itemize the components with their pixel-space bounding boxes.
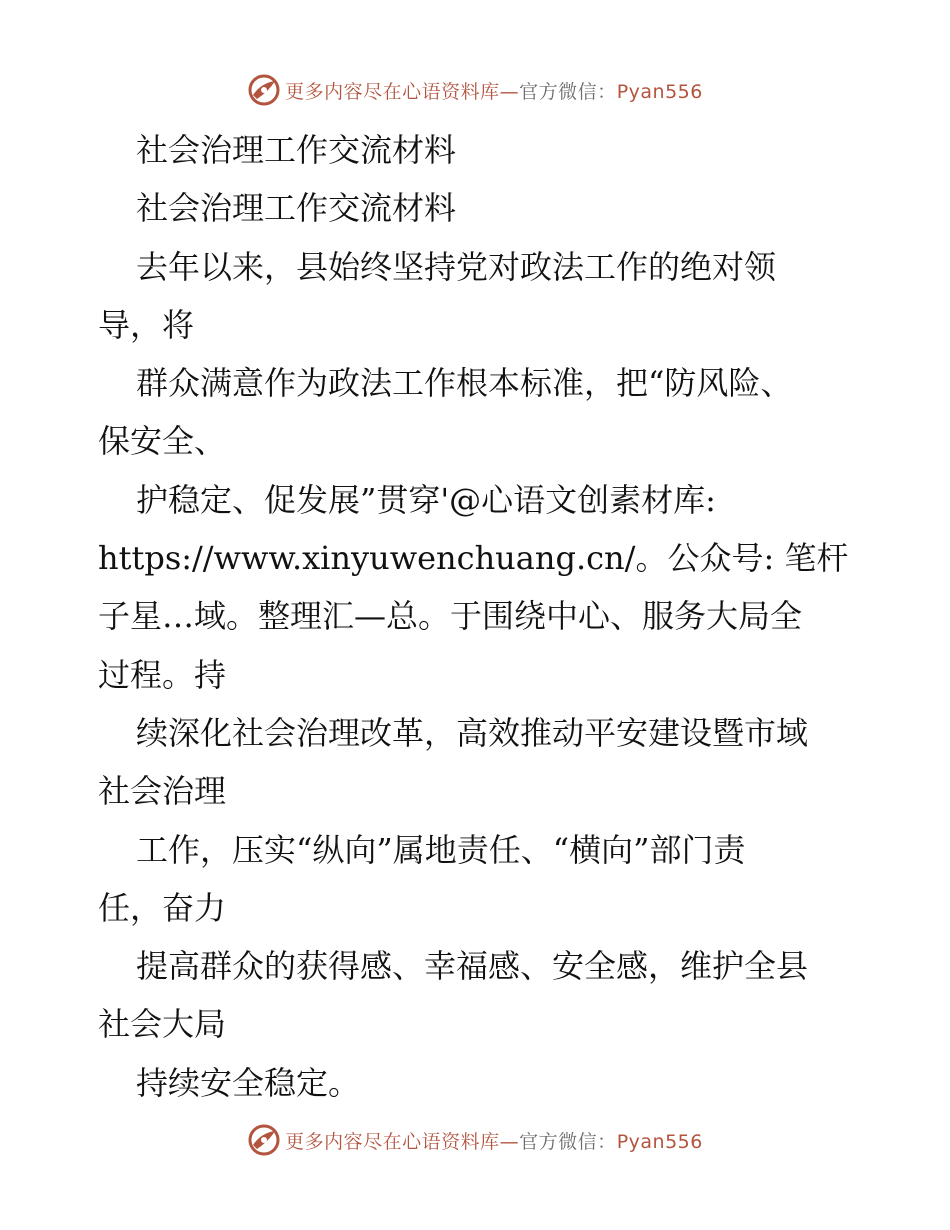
doc-line: 去年以来，县始终坚持党对政法工作的绝对领 (136, 247, 777, 286)
doc-line: 持续安全稳定。 (136, 1063, 361, 1102)
doc-line: 工作，压实“纵向”属地责任、“横向”部门责 (136, 830, 746, 869)
watermark-brand: 更多内容尽在心语资料库 (285, 80, 500, 103)
footer-watermark (0, 1118, 950, 1162)
watermark-brand: 更多内容尽在心语资料库 (285, 1130, 500, 1153)
doc-line: 群众满意作为政法工作根本标准，把“防风险、 (136, 364, 793, 403)
doc-line: 社会治理工作交流材料 (136, 131, 457, 169)
doc-line: 社会治理 (98, 772, 227, 811)
doc-line: 导，将 (98, 305, 195, 344)
doc-line: 任，奋力 (98, 888, 227, 927)
watermark-separator: — (499, 1130, 520, 1153)
watermark-wechat-id: Pyan556 (616, 1130, 703, 1153)
doc-line: 提高群众的获得感、幸福感、安全感，维护全县 (136, 947, 809, 986)
watermark-wechat-label: 官方微信： (519, 80, 617, 103)
doc-line: 过程。持 (98, 655, 227, 694)
watermark-separator: — (499, 80, 520, 103)
watermark-text (285, 77, 703, 104)
pen-nib-seal-icon (247, 73, 281, 107)
doc-line: 社会大局 (98, 1005, 227, 1044)
doc-line: 社会治理工作交流材料 (136, 189, 457, 228)
document-body (98, 121, 858, 1112)
watermark-wechat-label: 官方微信： (519, 1130, 617, 1153)
pen-nib-seal-icon (247, 1123, 281, 1157)
doc-line: https://www.xinyuwenchuang.cn/。公众号: 笔杆 (98, 539, 849, 578)
doc-line: 续深化社会治理改革，高效推动平安建设暨市域 (136, 713, 809, 752)
doc-line: 子星…域。整理汇—总。于围绕中心、服务大局全 (98, 597, 803, 636)
doc-line: 护稳定、促发展”贯穿'@心语文创素材库: (136, 480, 716, 519)
header-watermark (0, 68, 950, 112)
doc-line: 保安全、 (98, 422, 227, 461)
watermark-wechat-id: Pyan556 (616, 80, 703, 103)
watermark-text (285, 1127, 703, 1154)
